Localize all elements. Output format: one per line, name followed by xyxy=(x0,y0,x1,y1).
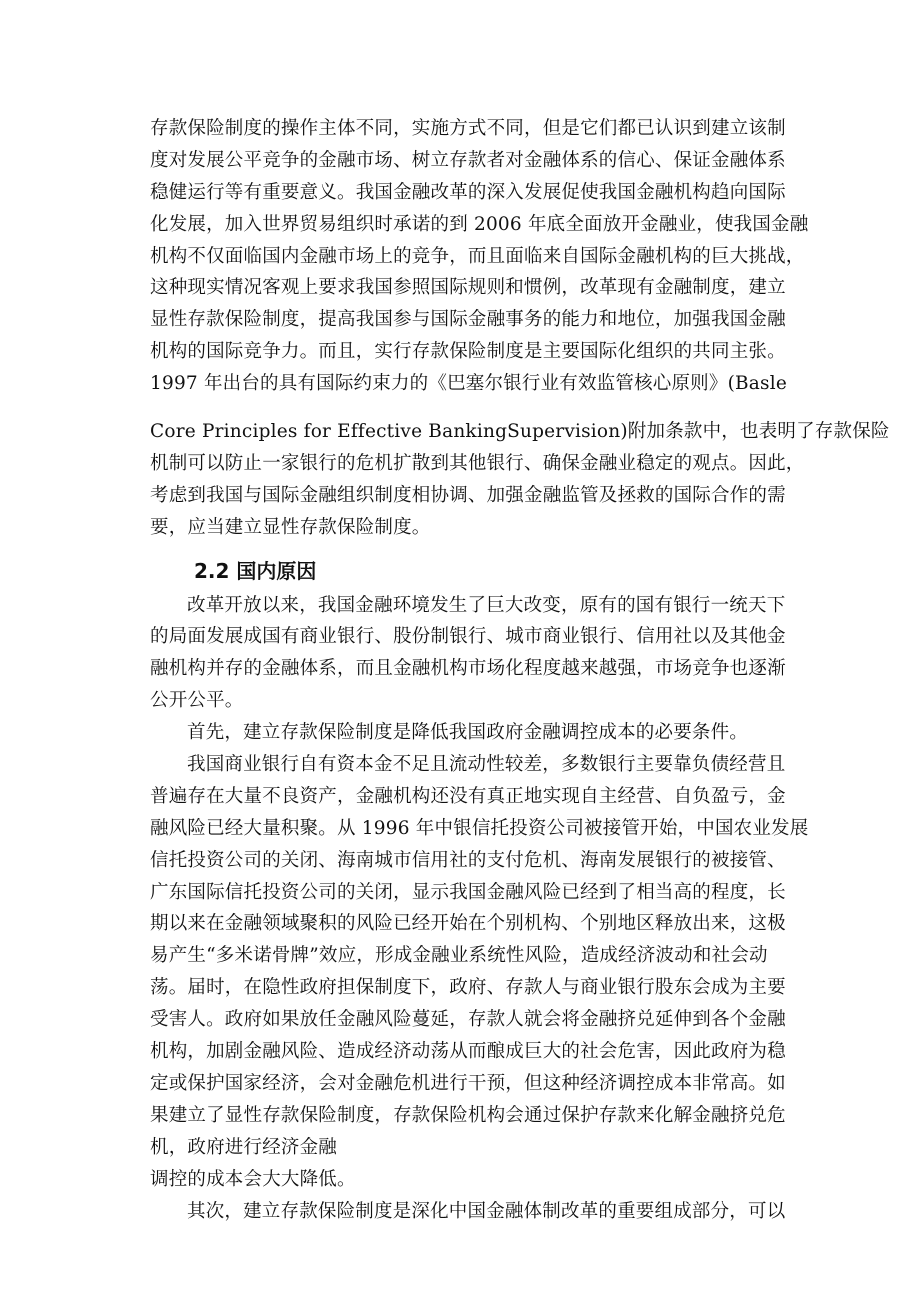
paragraph-reform xyxy=(150,590,786,718)
text-line: 调控的成本会大大降低。 xyxy=(150,1168,356,1190)
paragraph-banks xyxy=(150,749,809,1195)
text-line: 期以来在金融领域聚积的风险已经开始在个别机构、个别地区释放出来，这极 xyxy=(150,913,786,935)
text-line: 机构，加剧金融风险、造成经济动荡从而酿成巨大的社会危害，因此政府为稳 xyxy=(150,1041,786,1063)
text-line: 度对发展公平竞争的金融市场、树立存款者对金融体系的信心、保证金融体系 xyxy=(150,149,786,171)
text-line: 普遍存在大量不良资产，金融机构还没有真正地实现自主经营、自负盈亏，金 xyxy=(150,785,786,807)
text-line: 这种现实情况客观上要求我国参照国际规则和惯例，改革现有金融制度，建立 xyxy=(150,277,786,299)
text-line: 其次，建立存款保险制度是深化中国金融体制改革的重要组成部分，可以 xyxy=(187,1200,786,1222)
paragraph-second xyxy=(150,1196,786,1228)
text-line: Core Principles for Effective BankingSupervision)附加条款中，也表明了存款保险 xyxy=(150,421,890,443)
text-line: 易产生“多米诺骨牌”效应，形成金融业系统性风险，造成经济波动和社会动 xyxy=(150,945,768,967)
paragraph-first xyxy=(150,717,775,749)
text-line: 首先，建立存款保险制度是降低我国政府金融调控成本的必要条件。 xyxy=(187,722,749,744)
text-line: 果建立了显性存款保险制度，存款保险机构会通过保护存款来化解金融挤兑危 xyxy=(150,1104,786,1126)
text-line: 机构不仅面临国内金融市场上的竞争，而且面临来自国际金融机构的巨大挑战， xyxy=(150,245,805,267)
text-line: 融风险已经大量积聚。从 1996 年中银信托投资公司被接管开始，中国农业发展 xyxy=(150,817,809,839)
text-line: 受害人。政府如果放任金融风险蔓延，存款人就会将金融挤兑延伸到各个金融 xyxy=(150,1009,786,1031)
text-line: 机制可以防止一家银行的危机扩散到其他银行、确保金融业稳定的观点。因此， xyxy=(150,452,805,474)
text-line: 稳健运行等有重要意义。我国金融改革的深入发展促使我国金融机构趋向国际 xyxy=(150,181,786,203)
text-line: 信托投资公司的关闭、海南城市信用社的支付危机、海南发展银行的被接管、 xyxy=(150,849,786,871)
document-body xyxy=(150,113,890,1227)
text-line: 机构的国际竞争力。而且，实行存款保险制度是主要国际化组织的共同主张。 xyxy=(150,341,786,363)
text-line: 广东国际信托投资公司的关闭，显示我国金融风险已经到了相当高的程度，长 xyxy=(150,881,786,903)
text-line: 化发展，加入世界贸易组织时承诺的到 2006 年底全面放开金融业，使我国金融 xyxy=(150,213,809,235)
text-line: 我国商业银行自有资本金不足且流动性较差，多数银行主要靠负债经营且 xyxy=(187,754,786,776)
text-line: 显性存款保险制度，提高我国参与国际金融事务的能力和地位，加强我国金融 xyxy=(150,309,786,331)
section-heading: 2.2 国内原因 xyxy=(194,558,317,583)
paragraph-intro xyxy=(150,113,890,544)
text-line: 存款保险制度的操作主体不同，实施方式不同，但是它们都已认识到建立该制 xyxy=(150,118,786,139)
text-line: 的局面发展成国有商业银行、股份制银行、城市商业银行、信用社以及其他金 xyxy=(150,626,786,648)
text-line: 考虑到我国与国际金融组织制度相协调、加强金融监管及拯救的国际合作的需 xyxy=(150,484,786,506)
text-line: 融机构并存的金融体系，而且金融机构市场化程度越来越强，市场竞争也逐渐 xyxy=(150,658,786,680)
text-line: 荡。届时，在隐性政府担保制度下，政府、存款人与商业银行股东会成为主要 xyxy=(150,977,786,999)
text-line: 机，政府进行经济金融 xyxy=(150,1136,338,1158)
text-line: 1997 年出台的具有国际约束力的《巴塞尔银行业有效监管核心原则》(Basle xyxy=(150,373,787,395)
text-line: 定或保护国家经济，会对金融危机进行干预，但这种经济调控成本非常高。如 xyxy=(150,1072,786,1094)
text-line: 要，应当建立显性存款保险制度。 xyxy=(150,516,431,538)
text-line: 改革开放以来，我国金融环境发生了巨大改变，原有的国有银行一统天下 xyxy=(187,594,786,616)
text-line: 公开公平。 xyxy=(150,690,244,712)
